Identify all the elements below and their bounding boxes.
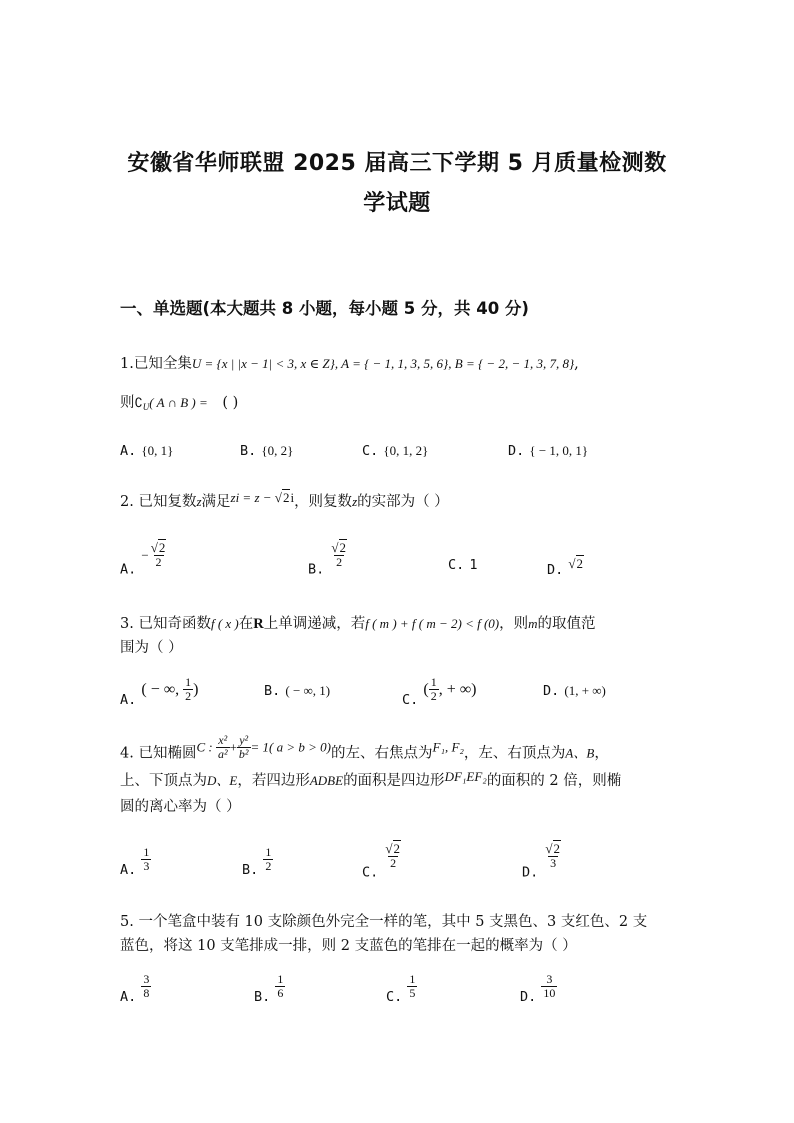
option-label: B.: [240, 443, 257, 459]
radicand: 2: [576, 556, 583, 571]
denominator: 10: [543, 986, 556, 1000]
fraction: [541, 973, 557, 1000]
q2-sqrt: √2: [274, 490, 290, 505]
q1-comma: ,: [574, 356, 579, 372]
q5-stem-line-2: 蓝色，将这 10 支笔排成一排，则 2 支蓝色的笔排在一起的概率为（ ）: [120, 938, 577, 954]
q2-option-d: [547, 553, 584, 578]
option-value: {0, 1, 2}: [383, 443, 429, 458]
numerator: y²: [239, 733, 249, 747]
option-value: {0, 2}: [261, 443, 294, 458]
numerator: 1: [409, 972, 416, 986]
option-label: D.: [508, 443, 525, 459]
q1-text-2: 则: [120, 395, 135, 411]
numerator: 1: [185, 675, 192, 689]
q1-text: 1.已知全集: [120, 356, 192, 372]
fraction: [263, 846, 273, 873]
fraction: $\frac{√2}{2}$: [150, 540, 166, 569]
numerator: x²: [218, 733, 228, 747]
denominator: 6: [277, 986, 284, 1000]
option-label: A.: [120, 443, 137, 459]
q1-option-b: [240, 440, 293, 459]
option-label: C.: [448, 557, 465, 573]
q4-text-7: 的面积是四边形: [343, 773, 445, 789]
q1-option-c: [362, 440, 428, 459]
option-label: B.: [254, 989, 271, 1005]
q2-stem: [120, 490, 449, 511]
q4-foci: F₁, F₂: [432, 739, 464, 755]
q1-set-a: , A = { − 1, 1, 3, 5, 6}: [334, 356, 449, 371]
sqrt: √2: [568, 556, 583, 571]
q3-text-5: 的取值范: [537, 616, 596, 632]
q1-set-b: , B = { − 2, − 1, 3, 7, 8}: [448, 356, 575, 371]
q5-option-b: [254, 973, 285, 1005]
option-label: B.: [264, 683, 281, 699]
page-title-line-1: 安徽省华师联盟 2025 届高三下学期 5 月质量检测数: [127, 151, 667, 176]
q1-option-d: [508, 440, 588, 459]
numerator: 2: [339, 540, 346, 555]
q2-text-1: 2. 已知复数: [120, 494, 197, 510]
q3-text-2: 在: [238, 616, 254, 632]
q3-reals: R: [253, 616, 264, 632]
q2-option-a: [120, 541, 168, 578]
q5-stem-line-1: 5. 一个笔盒中装有 10 支除颜色外完全一样的笔，其中 5 支黑色、3 支红色、2 支: [120, 914, 648, 930]
fraction: [275, 973, 285, 1000]
q1-stem-line-2: [120, 391, 238, 412]
numerator: 3: [546, 972, 553, 986]
q5-option-a: [120, 973, 151, 1005]
denominator: 3: [550, 856, 557, 870]
fraction: [237, 734, 251, 761]
section-heading: 一、单选题(本大题共 8 小题，每小题 5 分，共 40 分): [120, 299, 529, 318]
q3-text-3: 上单调递减，若: [263, 616, 366, 632]
numerator: 2: [553, 841, 560, 856]
q3-stem-line-1: [120, 612, 596, 633]
q4-text-6: ，若四边形: [237, 773, 310, 789]
fraction: [429, 676, 439, 703]
denominator: a²: [217, 747, 228, 761]
q2-option-b: [308, 541, 349, 578]
option-value: ( − ∞, 1): [285, 683, 331, 698]
option-label: D.: [543, 683, 560, 699]
interval-left: (: [423, 681, 429, 698]
option-label: A.: [120, 989, 137, 1005]
option-label: C.: [386, 989, 403, 1005]
q4-text-1: 4. 已知椭圆: [120, 745, 197, 762]
denominator: 2: [265, 859, 272, 873]
denominator: 2: [155, 555, 162, 569]
option-label: D.: [547, 562, 564, 578]
q4-stem-line-2: [120, 769, 621, 790]
q5-option-d: [520, 973, 557, 1005]
q4-text-3: ，左、右顶点为: [463, 745, 566, 762]
q2-text-2: 满足: [201, 494, 231, 510]
q2-equation: zi = z −: [230, 490, 275, 505]
q2-text-4: 的实部为（ ）: [357, 494, 449, 510]
q1-answer-paren: ( ): [222, 395, 239, 411]
q3-option-a: [120, 676, 198, 708]
fraction: $\frac{√2}{2}$: [385, 841, 400, 870]
q4-option-b: [242, 846, 273, 878]
interval-left: ( − ∞,: [141, 681, 184, 698]
page-title-line-2: 学试题: [363, 191, 431, 216]
q4-text-8: 的面积的 2 倍，则椭: [486, 773, 622, 789]
plus-sign: +: [229, 739, 237, 755]
option-label: A.: [120, 692, 137, 708]
q2-radicand: 2: [282, 490, 290, 505]
q4-text-4: ，: [594, 745, 609, 762]
q1-set-u: U = {x | |x − 1| < 3, x ∈ Z}: [191, 356, 335, 371]
fraction: [407, 973, 417, 1000]
denominator: b²: [238, 747, 249, 761]
q3-option-d: [543, 680, 606, 699]
denominator: 8: [143, 986, 150, 1000]
q5-option-c: [386, 973, 417, 1005]
q2-var-z: z: [196, 494, 202, 509]
option-label: D.: [522, 864, 539, 881]
numerator: 2: [393, 841, 400, 856]
numerator: 2: [158, 540, 166, 555]
q2-var-z-2: z: [352, 494, 358, 509]
denominator: 2: [390, 856, 397, 870]
numerator: 1: [265, 845, 272, 859]
option-label: A.: [120, 561, 137, 578]
minus-sign: −: [141, 547, 149, 563]
fraction: [216, 734, 230, 761]
option-value: (1, + ∞): [564, 683, 606, 698]
option-label: C.: [362, 443, 379, 459]
q1-complement-sub: U: [142, 402, 150, 412]
q3-text-1: 3. 已知奇函数: [120, 616, 211, 632]
q4-option-a: [120, 846, 151, 878]
q3-option-c: [402, 676, 476, 708]
numerator: 3: [143, 972, 150, 986]
q4-text-5: 上、下顶点为: [120, 773, 207, 789]
q2-text-3: ，则复数: [294, 494, 353, 510]
q3-text-4: ，则: [499, 616, 529, 632]
q3-option-b: [264, 680, 330, 699]
option-label: A.: [120, 862, 137, 878]
q4-text-2: 的左、右焦点为: [331, 745, 433, 762]
q3-inequality: f ( m ) + f ( m − 2) < f (0): [365, 616, 500, 631]
q4-vertices-de: D、E: [207, 773, 238, 788]
interval-right: , + ∞): [438, 681, 477, 698]
fraction: $\frac{√2}{2}$: [331, 540, 346, 569]
option-value: 1: [469, 557, 478, 573]
denominator: 2: [185, 689, 192, 703]
q4-option-d: [522, 842, 563, 881]
q2-imag-unit: i: [290, 490, 295, 505]
q1-stem-line-1: [120, 352, 579, 373]
option-value: {0, 1}: [141, 443, 174, 458]
fraction: [141, 973, 151, 1000]
option-label: D.: [520, 989, 537, 1005]
q2-option-c: [448, 554, 478, 573]
q4-stem-line-1: [120, 734, 609, 763]
interval-right: ): [193, 681, 199, 698]
fraction: [141, 846, 151, 873]
q4-ellipse-condition: = 1( a > b > 0): [250, 739, 331, 755]
q4-stem-line-3: 圆的离心率为（ ）: [120, 799, 241, 815]
fraction: $\frac{√2}{3}$: [545, 841, 560, 870]
numerator: 1: [430, 675, 437, 689]
q1-option-a: [120, 440, 173, 459]
option-label: C.: [402, 692, 419, 708]
numerator: 1: [277, 972, 284, 986]
denominator: 5: [409, 986, 416, 1000]
q4-ellipse-c: C :: [196, 739, 216, 755]
q4-vertices-ab: A、B: [565, 745, 595, 761]
option-label: B.: [242, 862, 259, 878]
fraction: [183, 676, 193, 703]
q3-stem-line-2: 围为（ ）: [120, 640, 183, 656]
denominator: 3: [143, 859, 150, 873]
denominator: 2: [430, 689, 437, 703]
q4-quad-df1ef2: DF₁EF₂: [444, 769, 487, 784]
q3-function: f ( x ): [210, 616, 239, 631]
option-value: { − 1, 0, 1}: [529, 443, 589, 458]
q1-expression: ( A ∩ B ) =: [149, 395, 208, 410]
numerator: 1: [143, 845, 150, 859]
q3-var-m: m: [528, 616, 538, 631]
q1-complement: ∁: [134, 395, 143, 410]
denominator: 2: [336, 555, 343, 569]
option-label: C.: [362, 864, 379, 881]
q4-quad-adbe: ADBE: [309, 773, 344, 788]
q4-option-c: [362, 842, 403, 881]
option-label: B.: [308, 561, 325, 578]
